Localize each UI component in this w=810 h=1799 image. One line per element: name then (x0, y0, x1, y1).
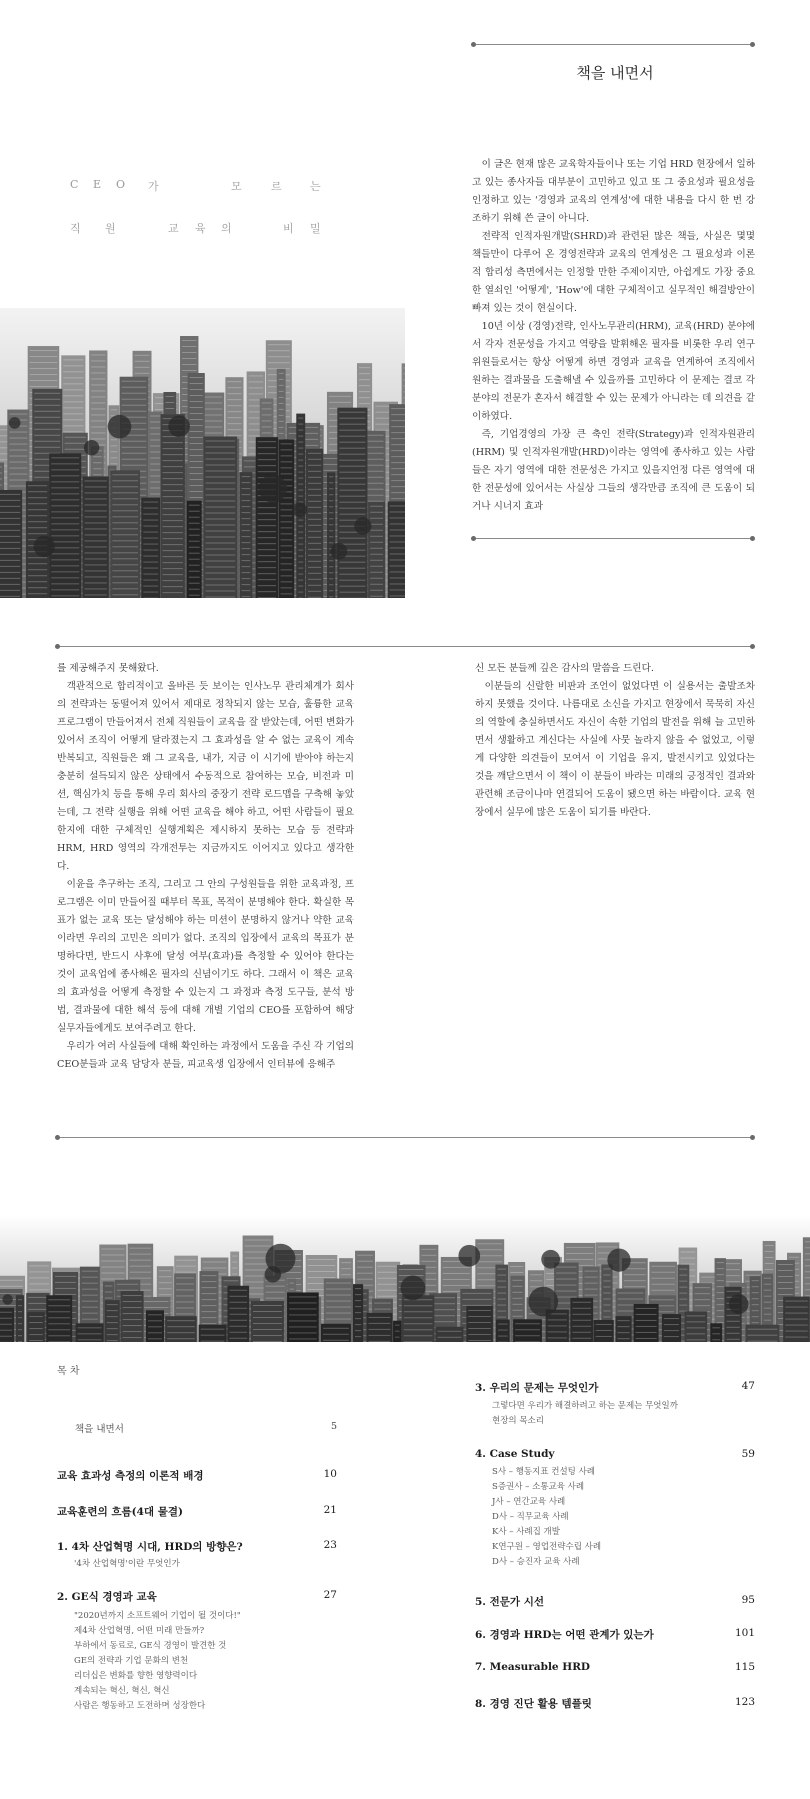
toc-entry-page: 123 (734, 1696, 755, 1708)
cover-char: 비 (283, 222, 294, 235)
toc-subsection[interactable]: GE의 전략과 기업 문화의 변천 (74, 1656, 189, 1666)
toc-subsection[interactable]: S증권사 – 소통교육 사례 (492, 1482, 585, 1492)
toc-subsections (57, 1557, 337, 1572)
toc-entry-page: 5 (330, 1421, 337, 1432)
cover-char: C (70, 178, 79, 191)
page2-left-column (57, 660, 354, 1074)
toc-entry-title: 교육 효과성 측정의 이론적 배경 (57, 1470, 204, 1482)
toc-preface-entry[interactable] (75, 1421, 337, 1435)
toc-subsections (475, 1399, 755, 1429)
toc-entry[interactable] (475, 1627, 755, 1642)
toc-subsection[interactable]: K연구원 – 영업전략수립 사례 (492, 1542, 602, 1552)
toc-entry-page: 47 (741, 1380, 755, 1392)
toc-entry-title: 2. GE식 경영과 교육 (57, 1591, 157, 1603)
toc-entry[interactable] (57, 1504, 337, 1519)
cover-title-line1 (70, 178, 320, 194)
cover-char: O (116, 178, 126, 191)
page2-top-rule (57, 646, 753, 647)
toc-entry-page: 59 (741, 1448, 755, 1460)
cover-char: 육 (195, 222, 206, 235)
page2-right-column (475, 660, 755, 822)
preface-paragraph: 이 글은 현재 많은 교육학자들이나 또는 기업 HRD 현장에서 일하고 있는 종사자들 대부분이 고민하고 있고 또 그 중요성과 필요성을 인정하고 있는 '경영과 교육의 연계성'에 대한 내용을 다시 한 번 강조하기 위해 쓴 글이 아니다. (472, 159, 755, 224)
toc-entry-title: 교육훈련의 흐름(4대 물결) (57, 1506, 183, 1518)
toc-subsections (475, 1465, 755, 1570)
page2-paragraph: 이분들의 신랄한 비판과 조언이 없었다면 이 실용서는 출발조차 하지 못했을 것이다. 나름대로 소신을 가지고 현장에서 묵묵히 자신의 역할에 충실하면서도 자신이 속한 기업의 발전을 위해 늘 고민하면서 생활하고 계신다는 사실에 사뭇 놀라지 않을 수 없었고, 이렇게 다양한 의견들이 모여서 이 기업을 유지, 발전시키고 있었다는 것을 깨닫으면서 이 책이 이 분들이 바라는 미래의 긍정적인 결과와 관련해 조금이나마 연결되어 도움이 됐으면 하는 바람이다. 교육 현장에서 실무에 많은 도움이 되기를 바란다. (475, 681, 755, 818)
toc-subsection[interactable]: J사 – 연간교육 사례 (492, 1497, 566, 1507)
cover-char: 모 (231, 180, 242, 193)
toc-subsection[interactable]: 제4차 산업혁명, 어떤 미래 만들까? (74, 1626, 205, 1636)
toc-entry-page: 27 (323, 1589, 337, 1601)
toc-subsection[interactable]: 계속되는 혁신, 혁신, 혁신 (74, 1686, 170, 1696)
toc-subsection[interactable]: 리더십은 변화를 향한 영향력이다 (74, 1671, 198, 1681)
toc-subsection[interactable]: '4차 산업혁명'이란 무엇인가 (74, 1559, 180, 1569)
cover-char: 원 (105, 222, 116, 235)
toc-entry-title: 7. Measurable HRD (475, 1661, 591, 1673)
page2-paragraph: 이윤을 추구하는 조직, 그리고 그 안의 구성원들을 위한 교육과정, 프로그램은 이미 만들어질 때부터 목표, 목적이 분명해야 한다. 확실한 목표가 없는 교육 또는 달성해야 하는 미션이 분명하지 않거나 약한 교육이라면 우리의 고민은 의미가 없다. 조직의 입장에서 교육의 목표가 분명하다면, 반드시 사후에 달성 여부(효과)를 측정할 수 있어야 한다는 것이 교육업에 종사해온 필자의 신념이기도 하다. 그래서 이 책은 교육의 효과성을 어떻게 측정할 수 있는지 그 과정과 측정 도구들, 분석 방법, 결과물에 대한 해석 등에 대해 개별 기업의 CEO를 포함하여 해당 실무자들에게도 보여주려고 한다. (57, 879, 354, 1034)
toc-entry-title: 5. 전문가 시선 (475, 1596, 544, 1608)
page2-paragraph: 를 제공해주지 못해왔다. (57, 663, 159, 674)
toc-entry-page: 10 (323, 1468, 337, 1480)
toc-entry[interactable] (475, 1380, 755, 1429)
page2-bottom-rule (57, 1137, 753, 1138)
toc-entry[interactable] (475, 1661, 755, 1673)
preface-paragraph: 10년 이상 (경영)전략, 인사노무관리(HRM), 교육(HRD) 분야에서 각자 전문성을 가지고 역량을 발휘해온 필자를 비롯한 우리 연구위원들로서는 항상 어떻게 하면 경영과 교육을 연계하여 조직에서 원하는 결과물을 도출해낼 수 있을까를 고민하다 이 문제는 결코 각 분야의 전문가 혼자서 해결할 수 있는 문제가 아니라는 데 의견을 같이하였다. (472, 321, 755, 422)
toc-entry-title: 4. Case Study (475, 1448, 555, 1460)
toc-subsection[interactable]: 그렇다면 우리가 해결하려고 하는 문제는 무엇일까 (492, 1401, 678, 1411)
toc-entry[interactable] (57, 1589, 337, 1714)
toc-entry-title: 3. 우리의 문제는 무엇인가 (475, 1382, 599, 1394)
cover-title-line2 (70, 220, 320, 236)
page2-paragraph: 객관적으로 합리적이고 올바른 듯 보이는 인사노무 관리체계가 회사의 전략과는 동떨어져 있어서 제대로 정착되지 않는 모습, 훌륭한 교육 프로그램이 만들어져서 전체 직원들이 교육을 잘 받았는데, 어떤 변화가 있어서 조직이 어떻게 달라졌는지 그 효과성을 알 수 없는 교육이 계속 반복되고, 직원들은 왜 그 교육을, 내가, 지금 이 시기에 받아야 하는지 충분히 설득되지 않은 상태에서 수동적으로 참여하는 모습, 비전과 미션, 핵심가치 등을 통해 우리 회사의 중장기 전략 로드맵을 구축해 놓았는데, 그 전략 실행을 위해 어떤 교육을 해야 하고, 어떤 사람들이 필요한지에 대한 구체적인 실행계획은 제시하지 못하는 모습 등 전략과 HRM, HRD 영역의 각개전투는 지금까지도 이어지고 있다고 생각한다. (57, 681, 354, 872)
toc-entry-page: 21 (323, 1504, 337, 1516)
page2-paragraph: 신 모든 분들께 깊은 감사의 말씀을 드린다. (475, 663, 654, 674)
cover-char: 가 (148, 180, 159, 193)
toc-subsection[interactable]: S사 – 행동지표 컨설팅 사례 (492, 1467, 595, 1477)
cover-char: 교 (168, 222, 179, 235)
toc-entry-title: 1. 4차 산업혁명 시대, HRD의 방향은? (57, 1541, 243, 1553)
toc-entry-page: 101 (734, 1627, 755, 1639)
cover-char: 의 (221, 222, 232, 235)
toc-entry[interactable] (57, 1539, 337, 1572)
toc-subsection[interactable]: "2020년까지 소프트웨어 기업이 될 것이다!" (74, 1611, 241, 1621)
preface-body (472, 156, 755, 516)
toc-entry-title: 8. 경영 진단 활용 템플릿 (475, 1698, 592, 1710)
toc-subsection[interactable]: 현장의 목소리 (492, 1416, 544, 1426)
preface-top-rule (473, 44, 753, 45)
cover-char: E (93, 178, 102, 191)
toc-entry[interactable] (475, 1696, 755, 1711)
cover-char: 직 (70, 222, 81, 235)
preface-paragraph: 즉, 기업경영의 가장 큰 축인 전략(Strategy)과 인적자원관리(HRM) 및 인적자원개발(HRD)이라는 영역에 종사하고 있는 사람들은 자기 영역에 대한 전문성은 가지고 있을지언정 다른 영역에 대한 전문성에 있어서는 사실상 그들의 생각만큼 조직에 큰 도움이 되거나 시너지 효과 (472, 429, 755, 512)
toc-heading: 목 차 (57, 1366, 80, 1377)
toc-subsection[interactable]: D사 – 승진자 교육 사례 (492, 1557, 580, 1567)
toc-entry[interactable] (475, 1594, 755, 1609)
toc-entry[interactable] (475, 1448, 755, 1570)
toc-entry-page: 95 (741, 1594, 755, 1606)
city-skyline-banner (0, 1215, 810, 1342)
toc-entry-title: 책을 내면서 (75, 1424, 124, 1435)
toc-entry-page: 23 (323, 1539, 337, 1551)
toc-entry-page: 115 (734, 1661, 755, 1673)
preface-title: 책을 내면서 (576, 64, 654, 82)
toc-subsections (57, 1609, 337, 1714)
toc-subsection[interactable]: 사람은 행동하고 도전하며 성장한다 (74, 1701, 206, 1711)
toc-entry-title: 6. 경영과 HRD는 어떤 관계가 있는가 (475, 1629, 654, 1641)
cover-char: 밀 (310, 222, 321, 235)
page2-paragraph: 우리가 여러 사실들에 대해 확인하는 과정에서 도움을 주신 각 기업의 CEO분들과 교육 담당자 분들, 피교육생 입장에서 인터뷰에 응해주 (57, 1041, 354, 1070)
cover-char: 르 (271, 180, 282, 193)
cover-char: 는 (310, 180, 321, 193)
city-skyline-image (0, 308, 405, 598)
toc-entry[interactable] (57, 1468, 337, 1483)
toc-subsection[interactable]: 부하에서 동료로, GE식 경영이 발견한 것 (74, 1641, 227, 1651)
preface-paragraph: 전략적 인적자원개발(SHRD)과 관련된 많은 책들, 사실은 몇몇 책들만이 다루어 온 경영전략과 교육의 연계성은 그 필요성과 이론적 합리성 측면에서는 인정할 만한 주제이지만, 아쉽게도 가장 중요한 열쇠인 '어떻게', 'How'에 대한 구체적이고 실무적인 해결방안이 빠져 있는 것이 현실이다. (472, 231, 755, 314)
preface-bottom-rule (473, 538, 753, 539)
toc-subsection[interactable]: K사 – 사례집 개발 (492, 1527, 560, 1537)
toc-subsection[interactable]: D사 – 직무교육 사례 (492, 1512, 569, 1522)
